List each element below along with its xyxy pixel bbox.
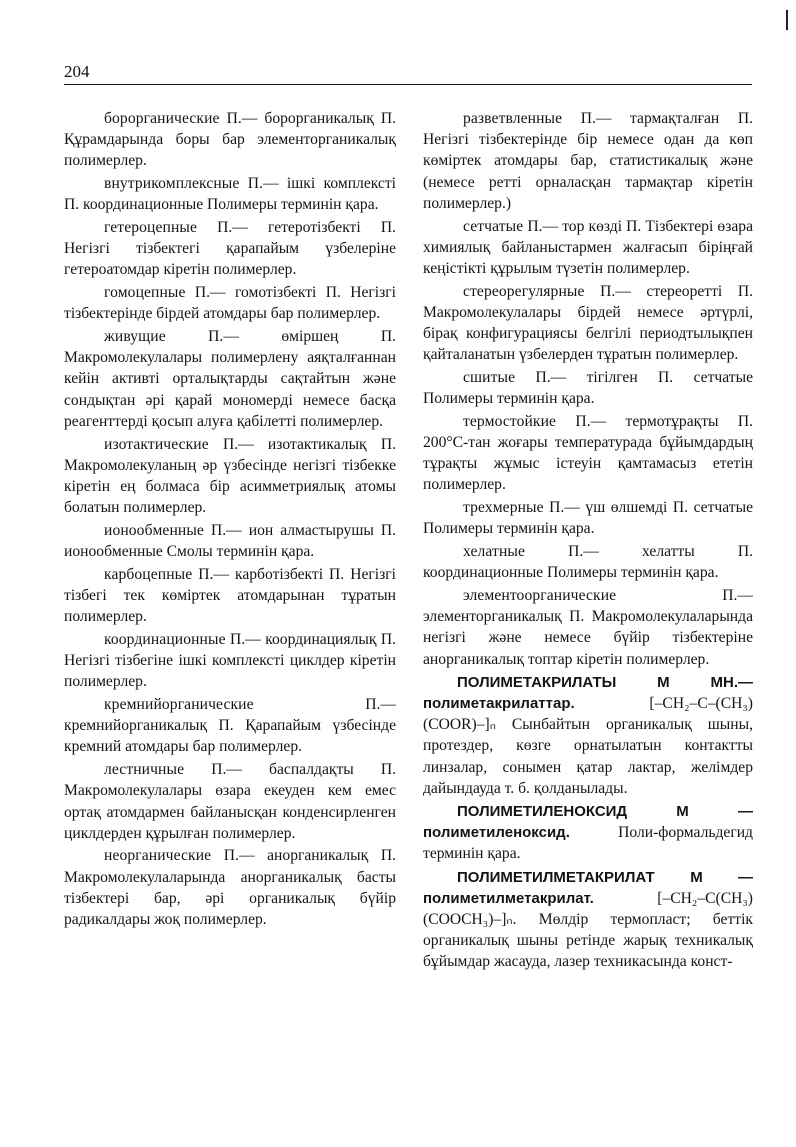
entry-headword: ионообменные	[104, 521, 204, 539]
entry-headword: кремнийорганические	[104, 695, 254, 713]
page-number: 204	[64, 62, 90, 81]
dictionary-entry	[64, 173, 396, 215]
entry-definition: П.— ішкі комплексті П. координационные Полимеры терминін қара.	[64, 175, 396, 214]
entry-definition: П.— тігілген П. сетчатые Полимеры терминін қара.	[423, 368, 753, 408]
dictionary-entry	[64, 520, 396, 562]
major-entry	[423, 672, 753, 799]
dictionary-entry	[64, 434, 396, 519]
dictionary-entry	[64, 108, 396, 172]
entry-headword: борорганические	[104, 110, 220, 127]
dictionary-entry	[423, 585, 753, 670]
entry-definition: П.— карботізбекті П. Негізгі тізбегі тек көміртек атомдарынан тұратын полимерлер.	[64, 565, 396, 626]
dictionary-entry	[64, 629, 396, 693]
entry-headword: изотактические	[104, 435, 209, 453]
dictionary-entry	[64, 217, 396, 281]
dictionary-entry	[423, 108, 753, 214]
entry-headword: внутрикомплексные	[104, 175, 240, 193]
entry-definition: П.— изотактикалық П. Макромолекуланың әр үзбесінде негізгі тізбекке кіретін ең болмаса бір асимметриялық атомы болатын полимерлер.	[64, 435, 396, 517]
right-column	[423, 108, 753, 974]
major-entry-title: ПОЛИМЕТАКРИЛАТЫ М МН.—	[457, 673, 753, 691]
left-column	[64, 108, 396, 932]
entry-definition: П.— баспалдақты П. Макромолекулалары өзара екеуден кем емес ортақ атомдармен байланысқан конденсирленген циклдерден құрылған полимерлер.	[64, 761, 396, 842]
major-entry	[423, 801, 753, 865]
dictionary-entry	[423, 541, 753, 583]
major-entry-title: ПОЛИМЕТИЛЕНОКСИД М —	[457, 803, 753, 820]
major-entry-body: [–CH₂–C(CH₃)(COOCH₃)–]ₙ. Мөлдір термопласт; беттік органикалық шыны ретінде жарық техникалық бұйымдар жасауда, лазер техникасында конст-	[423, 889, 753, 971]
entry-definition: П.— хелатты П. координационные Полимеры терминін қара.	[423, 543, 753, 582]
major-entry	[423, 867, 753, 973]
entry-definition: П.— өміршең П. Макромолекулалары полимерлену аяқталғаннан кейін активті орталықтарды сақтайтын және сондықтан әрі қарай мономерді немесе басқа реагенттерді қосып алуға қабілетті полимерлер.	[64, 328, 396, 430]
dictionary-entry	[423, 281, 753, 366]
entry-headword: гетероцепные	[104, 219, 197, 237]
dictionary-entry	[64, 282, 396, 324]
entry-headword: трехмерные	[463, 499, 544, 517]
entry-headword: разветвленные	[463, 110, 563, 127]
entry-headword: живущие	[104, 328, 166, 346]
entry-headword: сшитые	[463, 368, 516, 386]
entry-definition: П.— стереоретті П. Макромолекулалары бірдей немесе әртүрлі, бірақ конфигурациясы белгілі периодтылықпен қайталанатын үзбелерден тұратын полимерлер.	[423, 282, 753, 364]
dictionary-entry	[64, 759, 396, 844]
entry-headword: лестничные	[104, 761, 185, 779]
dictionary-entry	[64, 845, 396, 930]
dictionary-entry	[423, 367, 753, 409]
entry-definition: П.— борорганикалық П. Құрамдарында боры бар элементорганикалық полимерлер.	[64, 110, 396, 170]
major-entry-subtitle: — полиметилметакрилат.	[423, 868, 753, 907]
dictionary-entry	[423, 411, 753, 496]
entry-definition: П.— ион алмастырушы П. ионообменные Смолы терминін қара.	[64, 521, 396, 561]
header-rule	[64, 84, 752, 85]
major-entry-subtitle: полиметиленоксид.	[423, 824, 570, 842]
entry-headword: элементоорганические	[463, 586, 617, 604]
major-entry-body: Поли-формальдегид терминін қара.	[423, 824, 753, 863]
entry-definition: П.— кремнийорганикалық П. Қарапайым үзбесінде кремний атомдары бар полимерлер.	[64, 695, 396, 756]
entry-definition: П.— гетеротізбекті П. Негізгі тізбектегі қарапайым үзбелеріне гетероатомдар кіретін полимерлер.	[64, 219, 396, 279]
entry-headword: неорганические	[104, 847, 212, 865]
entry-definition: П.— үш өлшемді П. сетчатые Полимеры терминін қара.	[423, 499, 753, 538]
major-entry-title: ПОЛИМЕТИЛМЕТАКРИЛАТ М	[457, 868, 703, 886]
entry-definition: П.— анорганикалық П. Макромолекулаларында анорганикалық басты тізбектері бар, әрі органикалық бүйір радикалдары жоқ полимерлер.	[64, 847, 396, 929]
dictionary-entry	[64, 564, 396, 628]
dictionary-entry	[423, 497, 753, 539]
entry-headword: координационные	[104, 630, 226, 648]
entry-definition: П.— гомотізбекті П. Негізгі тізбектерінде бірдей атомдары бар полимерлер.	[64, 284, 396, 323]
entry-headword: термостойкие	[463, 412, 557, 430]
major-entry-body: [–CH₂–C–(CH₃)(COOR)–]ₙ Сынбайтын органикалық шыны, протездер, көзге орнатылатын контактты линзалар, сонымен қатар лактар, желімдер дайындауда т. б. қолданылады.	[423, 694, 753, 797]
entry-headword: сетчатые	[463, 217, 524, 235]
entry-definition: П.— координациялық П. Негізгі тізбегіне ішкі комплексті циклдер кіретін полимерлер.	[64, 630, 396, 691]
dictionary-entry	[64, 326, 396, 432]
entry-headword: стереорегулярные	[463, 282, 585, 300]
major-entry-subtitle: полиметакрилаттар.	[423, 694, 575, 712]
dictionary-entry	[423, 216, 753, 280]
entry-definition: П.— элементорганикалық П. Макромолекулаларында негізгі және немесе бүйір тізбектеріне анорганикалық топтар кіретін полимерлер.	[423, 586, 753, 668]
entry-definition: П.— термотұрақты П. 200°С-тан жоғары температурада бұйымдардың тұрақты жұмыс істеуін қамтамасыз ететін полимерлер.	[423, 412, 753, 494]
entry-headword: карбоцепные	[104, 565, 193, 583]
entry-definition: П.— тор көзді П. Тізбектері өзара химиялық байланыстармен жалғасып біріңғай кеңістікті құрылым түзетін полимерлер.	[423, 217, 753, 277]
entry-headword: хелатные	[463, 543, 525, 561]
entry-headword: гомоцепные	[104, 284, 186, 302]
dictionary-entry	[64, 694, 396, 758]
entry-definition: П.— тармақталған П. Негізгі тізбектерінде бір немесе одан да көп көміртек атомдары бар, статистикалық және (немесе ретті орналасқан тармақтар кіретін полимерлер.)	[423, 110, 753, 212]
scan-edge-mark	[786, 10, 788, 30]
